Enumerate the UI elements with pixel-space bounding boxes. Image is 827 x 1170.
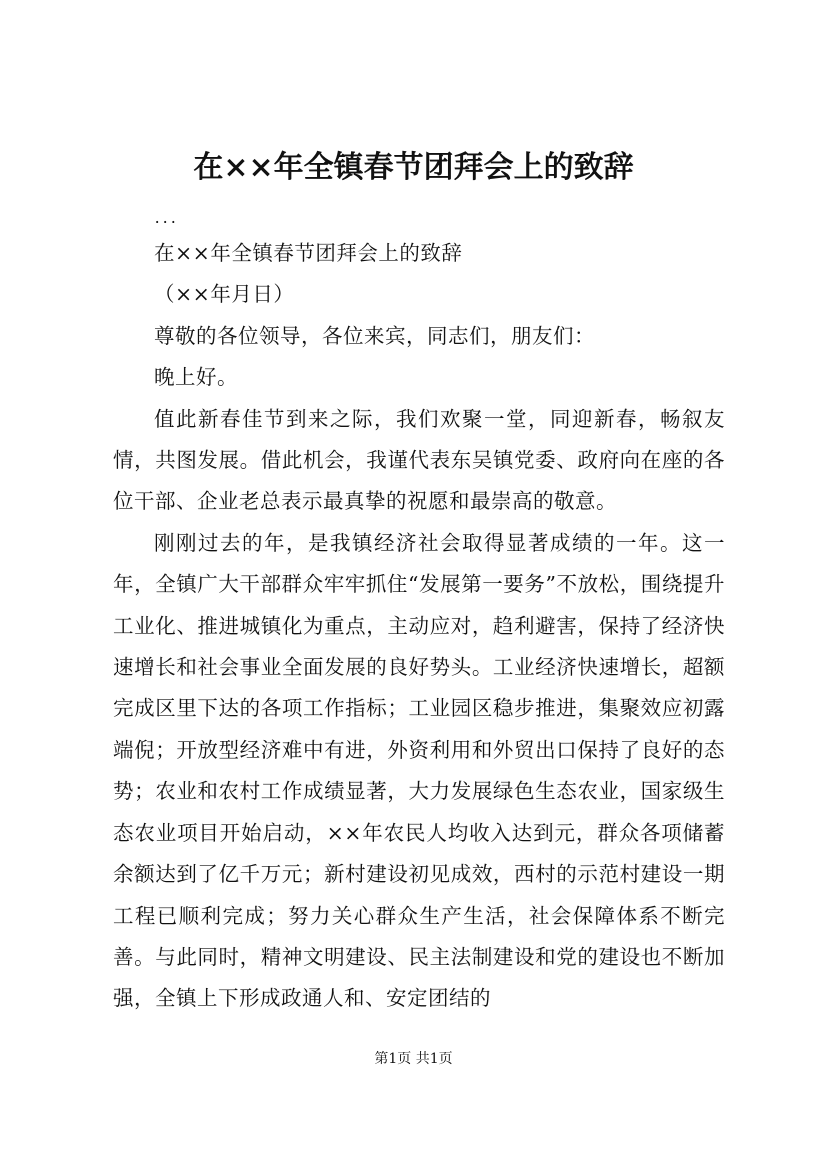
- page-number-footer: 第1页 共1页: [374, 1051, 453, 1067]
- greeting-paragraph: 晚上好。: [154, 365, 238, 390]
- date-paragraph: （××年月日）: [154, 282, 295, 307]
- document-body: [113, 203, 725, 1020]
- salutation-paragraph: 尊敬的各位领导，各位来宾，同志们，朋友们：: [154, 323, 595, 348]
- body-paragraph: 刚刚过去的年，是我镇经济社会取得显著成绩的一年。这一年，全镇广大干部群众牢牢抓住“发展第一要务”不放松，围绕提升工业化、推进城镇化为重点，主动应对，趋利避害，保持了经济快速增长和社会事业全面发展的良好势头。工业经济快速增长，超额完成区里下达的各项工作指标；工业园区稳步推进，集聚效应初露端倪；开放型经济难中有进，外资利用和外贸出口保持了良好的态势；农业和农村工作成绩显著，大力发展绿色生态农业，国家级生态农业项目开始启动，××年农民人均收入达到元，群众各项储蓄余额达到了亿千万元；新村建设初见成效，西村的示范村建设一期工程已顺利完成；努力关心群众生产生活，社会保障体系不断完善。与此同时，精神文明建设、民主法制建设和党的建设也不断加强，全镇上下形成政通人和、安定团结的: [113, 530, 725, 1011]
- body-paragraph: 值此新春佳节到来之际，我们欢聚一堂，同迎新春，畅叙友情，共图发展。借此机会，我谨代表东吴镇党委、政府向在座的各位干部、企业老总表示最真挚的祝愿和最崇高的敬意。: [113, 406, 725, 514]
- document-title: 在××年全镇春节团拜会上的致辞: [193, 150, 634, 185]
- subtitle-paragraph: 在××年全镇春节团拜会上的致辞: [154, 241, 463, 265]
- ellipsis-marker: ...: [154, 208, 179, 227]
